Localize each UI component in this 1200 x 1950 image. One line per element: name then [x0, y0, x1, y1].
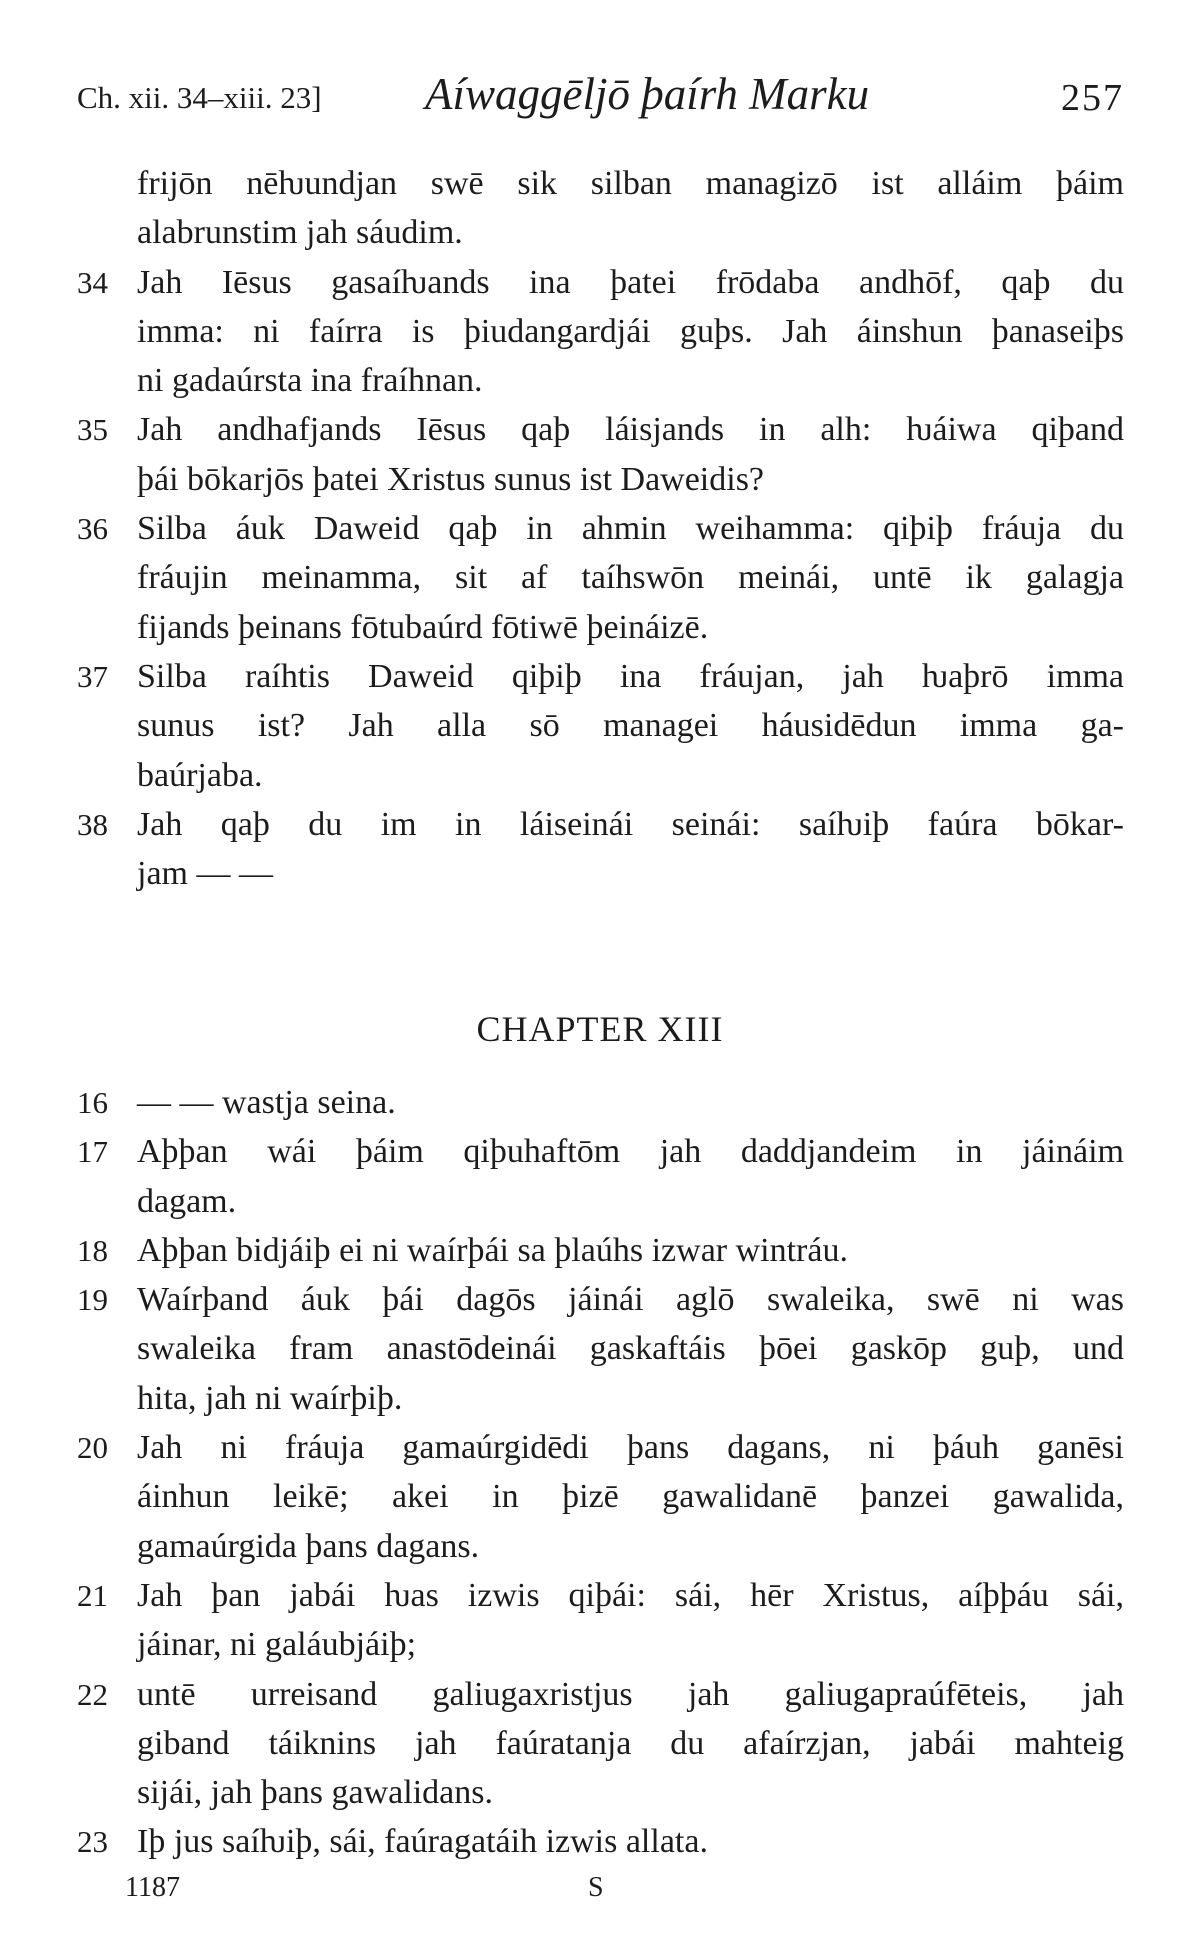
- chapter-heading: CHAPTER XIII: [476, 1009, 724, 1049]
- verse: [77, 1127, 1124, 1226]
- verse: [77, 159, 1124, 258]
- verse-line: Jah qaþ du im in láiseinái seinái: saíƕiþ faúra bōkar-: [137, 805, 1124, 843]
- verse: [77, 1275, 1124, 1423]
- verse-line: fijands þeinans fōtubaúrd fōtiwē þeináizē.: [137, 608, 709, 646]
- verse: [77, 258, 1124, 406]
- verse-line: swaleika fram anastōdeinái gaskaftáis þōei gaskōp guþ, und: [137, 1330, 1124, 1368]
- verse-number: 21: [77, 1577, 108, 1613]
- page-number: 257: [1061, 77, 1124, 119]
- verse-line: Jah andhafjands Iēsus qaþ láisjands in alh: ƕáiwa qiþand: [137, 411, 1124, 449]
- verse-line: Jah Iēsus gasaíƕands ina þatei frōdaba andhōf, qaþ du: [137, 263, 1124, 301]
- verse-line: áinhun leikē; akei in þizē gawalidanē þanzei gawalida,: [137, 1478, 1124, 1516]
- print-number: 1187: [125, 1872, 180, 1903]
- verse-number: 19: [77, 1282, 108, 1318]
- verse-line: untē urreisand galiugaxristjus jah galiugapraúfēteis, jah: [137, 1675, 1124, 1713]
- verse: [77, 1423, 1124, 1571]
- verse-line: frijōn nēƕundjan swē sik silban managizō ist alláim þáim: [137, 165, 1124, 202]
- verse-line: ni gadaúrsta ina fraíhnan.: [137, 362, 483, 400]
- chapter-xii-verses: [77, 159, 1124, 898]
- verse: [77, 1226, 1124, 1275]
- verse-line: Iþ jus saíƕiþ, sái, faúragatáih izwis allata.: [137, 1823, 708, 1861]
- verse-line: imma: ni faírra is þiudangardjái guþs. Jah áinshun þanaseiþs: [137, 312, 1124, 350]
- verse-line: Aþþan bidjáiþ ei ni waírþái sa þlaúhs izwar wintráu.: [137, 1231, 848, 1269]
- verse-line: jáinar, ni galáubjáiþ;: [137, 1626, 417, 1664]
- verse-line: Silba raíhtis Daweid qiþiþ ina fráujan, jah ƕaþrō imma: [137, 657, 1124, 695]
- verse-line: Aþþan wái þáim qiþuhaftōm jah daddjandeim in jáináim: [137, 1133, 1124, 1171]
- signature-mark: S: [588, 1872, 604, 1903]
- verse-line: Jah ni fráuja gamaúrgidēdi þans dagans, ni þáuh ganēsi: [137, 1429, 1124, 1467]
- verse-line: alabrunstim jah sáudim.: [137, 214, 463, 252]
- verse-line: — — wastja seina.: [137, 1084, 396, 1121]
- running-header: [77, 68, 1124, 124]
- verse-line: baúrjaba.: [137, 756, 263, 794]
- verse-number: 36: [77, 511, 108, 547]
- verse-number: 37: [77, 658, 108, 694]
- verse-number: 17: [77, 1134, 108, 1170]
- verse-line: jam — —: [137, 855, 273, 893]
- verse-line: dagam.: [137, 1182, 237, 1220]
- running-title: Aíwaggēljō þaírh Marku: [425, 69, 870, 119]
- verse-line: sunus ist? Jah alla sō managei háusidēdun imma ga-: [137, 707, 1124, 745]
- verse-line: giband táiknins jah faúratanja du afaírzjan, jabái mahteig: [137, 1724, 1124, 1762]
- verse-line: þái bōkarjōs þatei Xristus sunus ist Daweidis?: [137, 460, 765, 498]
- verse: [77, 504, 1124, 652]
- chapter-range: Ch. xii. 34–xiii. 23]: [77, 80, 322, 115]
- verse-number: 16: [77, 1085, 108, 1120]
- chapter-xiii-verses: [77, 1078, 1124, 1867]
- verse-line: Waírþand áuk þái dagōs jáinái aglō swaleika, swē ni was: [137, 1281, 1124, 1319]
- verse-number: 34: [77, 264, 108, 300]
- verse: [77, 405, 1124, 504]
- verse-number: 38: [77, 806, 108, 842]
- verse-line: gamaúrgida þans dagans.: [137, 1527, 480, 1565]
- verse-number: 20: [77, 1430, 108, 1466]
- verse-line: Jah þan jabái ƕas izwis qiþái: sái, hēr Xristus, aíþþáu sái,: [137, 1576, 1124, 1614]
- verse-number: 23: [77, 1824, 108, 1860]
- verse-number: 18: [77, 1232, 108, 1268]
- verse: [77, 1670, 1124, 1818]
- verse-line: Silba áuk Daweid qaþ in ahmin weihamma: qiþiþ fráuja du: [137, 510, 1124, 548]
- verse: [77, 800, 1124, 899]
- verse: [77, 652, 1124, 800]
- verse-line: sijái, jah þans gawalidans.: [137, 1774, 493, 1812]
- verse: [77, 1817, 1124, 1866]
- verse-line: fráujin meinamma, sit af taíhswōn meinái, untē ik galagja: [137, 559, 1124, 597]
- verse: [77, 1571, 1124, 1670]
- verse-number: 22: [77, 1676, 108, 1712]
- verse-number: 35: [77, 412, 108, 448]
- verse: [77, 1078, 1124, 1127]
- verse-line: hita, jah ni waírþiþ.: [137, 1379, 403, 1417]
